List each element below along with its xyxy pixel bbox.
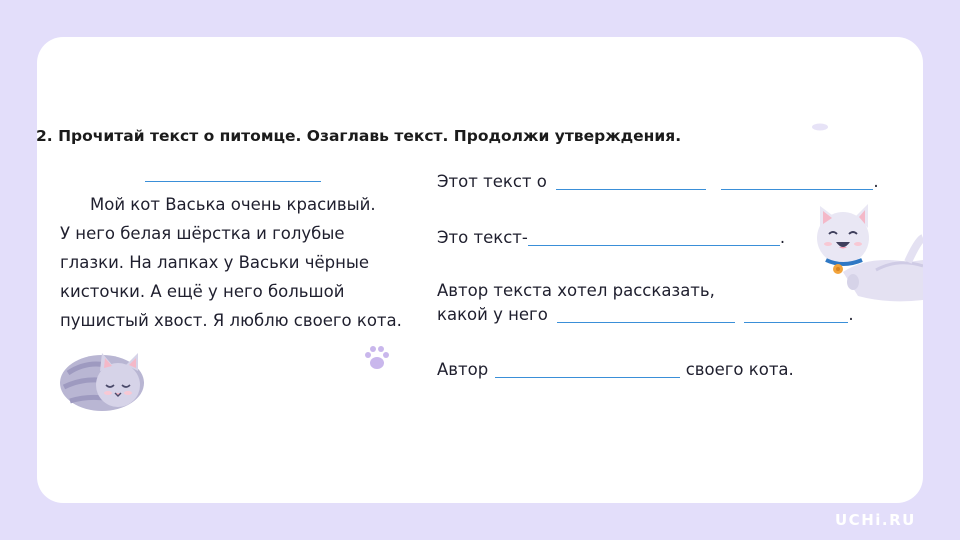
task-title: 2. Прочитай текст о питомце. Озаглавь текст. Продолжи утверждения. bbox=[36, 127, 682, 145]
decor-blob-icon bbox=[811, 122, 829, 132]
story-title-blank[interactable] bbox=[145, 181, 321, 182]
statement-3-end: . bbox=[848, 305, 854, 324]
story-line: кисточки. А ещё у него большой bbox=[60, 282, 345, 301]
statement-3-prefix: какой у него bbox=[437, 305, 548, 324]
story-line: пушистый хвост. Я люблю своего кота. bbox=[60, 311, 402, 330]
story-line: У него белая шёрстка и голубые bbox=[60, 224, 345, 243]
statement-2-prefix: Это текст- bbox=[437, 228, 528, 247]
uchi-ru-logo: UCHi.RU bbox=[835, 511, 916, 529]
statement-1-blank-a[interactable] bbox=[556, 189, 706, 190]
story-line: Мой кот Васька очень красивый. bbox=[90, 195, 376, 214]
statement-4-prefix: Автор bbox=[437, 360, 489, 379]
statement-1-prefix: Этот текст о bbox=[437, 172, 547, 191]
statement-3-blank-b[interactable] bbox=[744, 322, 848, 323]
statement-2-end: . bbox=[779, 228, 786, 247]
happy-cat-icon bbox=[798, 200, 923, 305]
statement-1 bbox=[437, 172, 879, 191]
story-text bbox=[60, 190, 430, 335]
statement-1-blank-b[interactable] bbox=[721, 189, 873, 190]
statement-4-suffix: своего кота. bbox=[685, 360, 794, 379]
sleeping-cat-icon bbox=[56, 343, 148, 413]
story-line: глазки. На лапках у Васьки чёрные bbox=[60, 253, 370, 272]
paw-print-icon bbox=[362, 344, 392, 372]
statement-3 bbox=[437, 305, 854, 324]
statement-4 bbox=[437, 360, 794, 379]
statement-3-line-1: Автор текста хотел рассказать, bbox=[437, 281, 715, 300]
statement-2 bbox=[437, 228, 785, 247]
statement-4-blank[interactable] bbox=[495, 377, 680, 378]
statement-2-blank[interactable] bbox=[528, 245, 780, 246]
statement-1-end: . bbox=[873, 172, 879, 191]
statement-3-blank-a[interactable] bbox=[557, 322, 735, 323]
